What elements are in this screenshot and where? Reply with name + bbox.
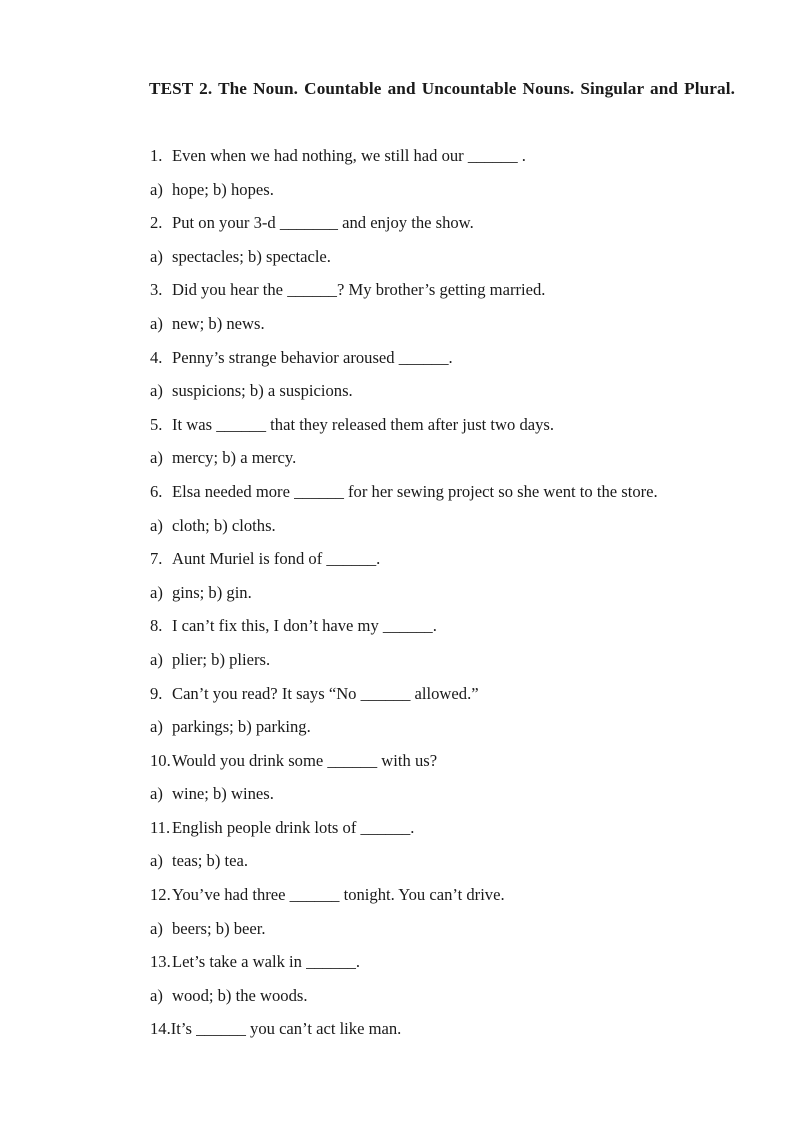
item-label: a) bbox=[150, 448, 163, 468]
item-text: Put on your 3-d _______ and enjoy the show. bbox=[172, 213, 474, 233]
answer-option-line bbox=[113, 374, 735, 408]
item-text: Did you hear the ______? My brother’s getting married. bbox=[172, 280, 546, 300]
item-label: a) bbox=[150, 582, 163, 602]
answer-option-line bbox=[113, 441, 735, 475]
item-label: 3. bbox=[150, 280, 163, 300]
answer-option-line bbox=[113, 777, 735, 811]
item-label: a) bbox=[150, 649, 163, 669]
item-text: new; b) news. bbox=[172, 313, 265, 333]
item-text: You’ve had three ______ tonight. You can’t drive. bbox=[172, 885, 505, 905]
question-line bbox=[113, 609, 735, 643]
item-label: a) bbox=[150, 515, 163, 535]
item-label: 11. bbox=[150, 817, 171, 837]
item-label: a) bbox=[150, 381, 163, 401]
item-text: wine; b) wines. bbox=[172, 784, 274, 804]
question-line bbox=[113, 206, 735, 240]
question-line bbox=[113, 273, 735, 307]
item-label: 5. bbox=[150, 414, 163, 434]
answer-option-line bbox=[113, 240, 735, 274]
answer-option-line bbox=[113, 643, 735, 677]
answer-option-line bbox=[113, 979, 735, 1013]
answer-option-line bbox=[113, 844, 735, 878]
answer-option-line bbox=[113, 912, 735, 946]
item-label: a) bbox=[150, 717, 163, 737]
item-label: 7. bbox=[150, 549, 163, 569]
item-label: 4. bbox=[150, 347, 163, 367]
item-text: English people drink lots of ______. bbox=[172, 817, 415, 837]
item-text: Aunt Muriel is fond of ______. bbox=[172, 549, 381, 569]
page-title: TEST 2. The Noun. Countable and Uncountable Nouns. Singular and Plural. bbox=[149, 79, 735, 98]
item-label: a) bbox=[150, 918, 163, 938]
item-text: wood; b) the woods. bbox=[172, 985, 308, 1005]
item-text: Even when we had nothing, we still had our ______ . bbox=[172, 146, 526, 165]
item-label: 6. bbox=[150, 481, 163, 501]
document-body bbox=[113, 72, 735, 1046]
item-text: plier; b) pliers. bbox=[172, 649, 271, 669]
question-line bbox=[113, 542, 735, 576]
item-label: 1. bbox=[150, 146, 163, 165]
item-text: Would you drink some ______ with us? bbox=[172, 750, 438, 770]
item-label: 10. bbox=[150, 750, 171, 770]
item-label: a) bbox=[150, 985, 163, 1005]
question-line bbox=[113, 408, 735, 442]
item-text: I can’t fix this, I don’t have my ______. bbox=[172, 616, 437, 636]
question-line bbox=[113, 1012, 735, 1046]
item-label: a) bbox=[150, 246, 163, 266]
question-list bbox=[113, 139, 735, 1046]
item-label: 2. bbox=[150, 213, 163, 233]
question-line bbox=[113, 744, 735, 778]
item-text: Penny’s strange behavior aroused ______. bbox=[172, 347, 453, 367]
item-label: 13. bbox=[150, 952, 171, 972]
item-text: gins; b) gin. bbox=[172, 582, 252, 602]
question-line bbox=[113, 475, 735, 509]
question-line bbox=[113, 139, 735, 173]
question-line bbox=[113, 341, 735, 375]
item-text: hope; b) hopes. bbox=[172, 179, 274, 199]
item-label: a) bbox=[150, 851, 163, 871]
item-text: beers; b) beer. bbox=[172, 918, 266, 938]
item-label: 9. bbox=[150, 683, 163, 703]
item-label: a) bbox=[150, 784, 163, 804]
item-text: mercy; b) a mercy. bbox=[172, 448, 297, 468]
item-text: parkings; b) parking. bbox=[172, 717, 311, 737]
item-text: Elsa needed more ______ for her sewing project so she went to the store. bbox=[172, 481, 658, 501]
question-line bbox=[113, 945, 735, 979]
question-line bbox=[113, 878, 735, 912]
item-text: It was ______ that they released them after just two days. bbox=[172, 414, 555, 434]
answer-option-line bbox=[113, 509, 735, 543]
answer-option-line bbox=[113, 710, 735, 744]
item-label: a) bbox=[150, 179, 163, 199]
question-line bbox=[113, 811, 735, 845]
item-text: suspicions; b) a suspicions. bbox=[172, 381, 353, 401]
item-label: a) bbox=[150, 313, 163, 333]
answer-option-line bbox=[113, 173, 735, 207]
answer-option-line bbox=[113, 307, 735, 341]
item-text: Let’s take a walk in ______. bbox=[172, 952, 361, 972]
item-text: teas; b) tea. bbox=[172, 851, 249, 871]
answer-option-line bbox=[113, 576, 735, 610]
item-label: 14. bbox=[150, 1019, 171, 1039]
item-text: spectacles; b) spectacle. bbox=[172, 246, 331, 266]
item-label: 12. bbox=[150, 885, 171, 905]
item-label: 8. bbox=[150, 616, 163, 636]
item-text: Can’t you read? It says “No ______ allowed.” bbox=[172, 683, 479, 703]
item-text: cloth; b) cloths. bbox=[172, 515, 276, 535]
item-text: It’s ______ you can’t act like man. bbox=[170, 1019, 402, 1039]
question-line bbox=[113, 677, 735, 711]
